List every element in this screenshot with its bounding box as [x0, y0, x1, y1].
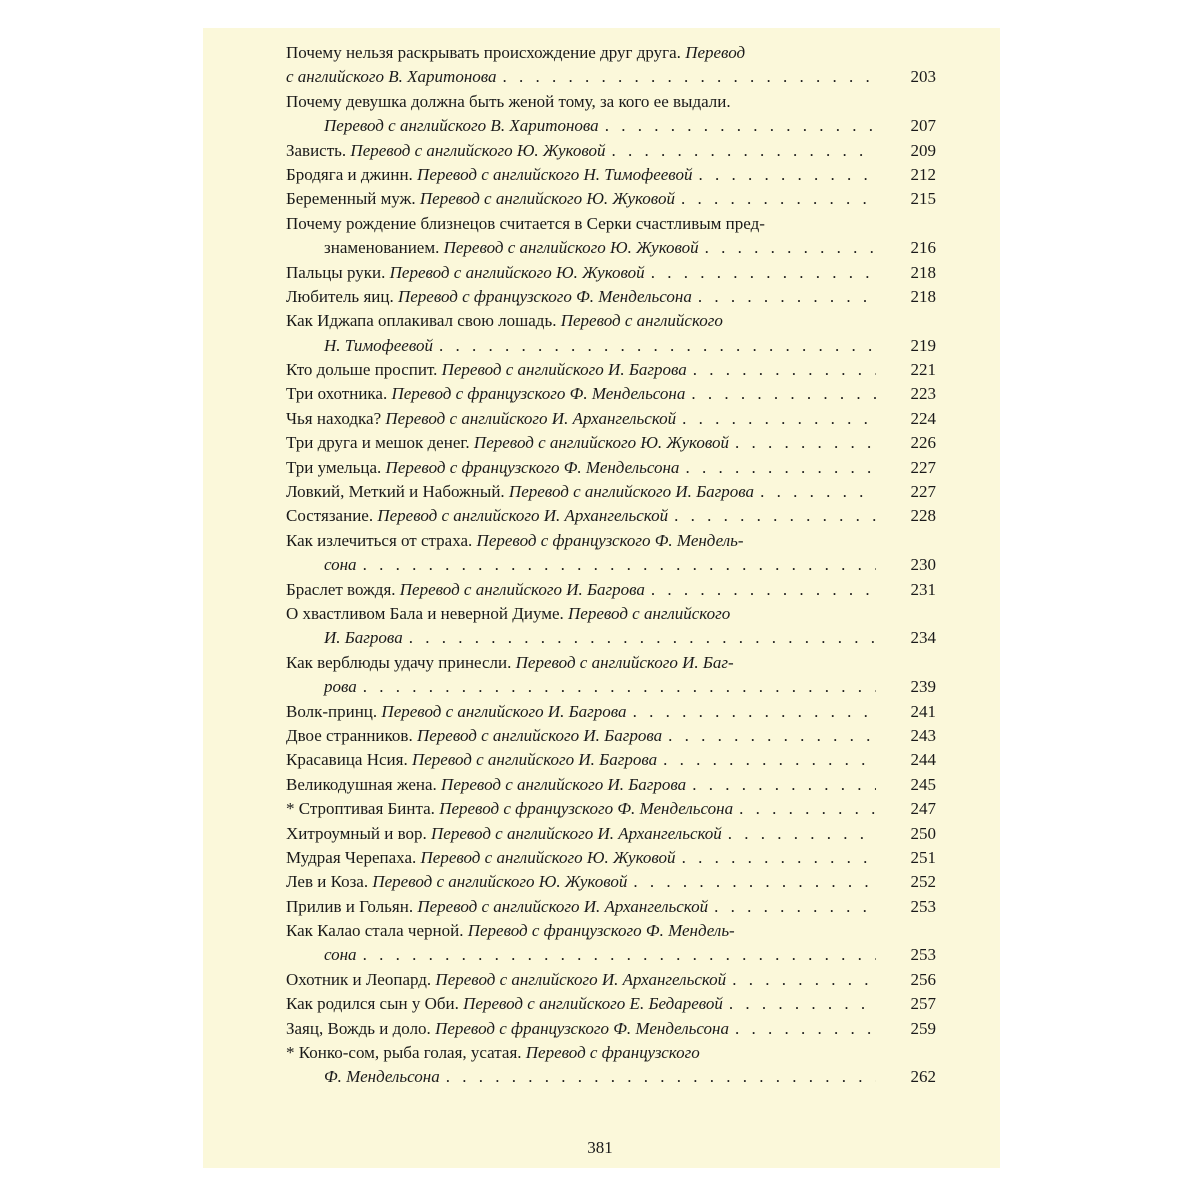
entry-page-number: 223 — [910, 384, 936, 404]
toc-entry-line — [286, 382, 936, 406]
toc-entry — [286, 822, 936, 846]
toc-entry — [286, 529, 936, 578]
entry-text — [286, 626, 403, 650]
dot-leader — [605, 114, 876, 138]
dot-leader — [691, 382, 876, 406]
entry-page-number: 219 — [910, 335, 936, 355]
toc-entry-line — [286, 651, 936, 675]
entry-translator: Перевод с английского И. Багрова — [416, 725, 663, 745]
toc-entry-line — [286, 236, 936, 260]
entry-translator: Перевод с английского — [560, 311, 723, 331]
entry-title: Три друга и мешок денег. — [286, 433, 470, 453]
entry-text — [286, 139, 605, 163]
entry-translator: Перевод с французского Ф. Мендельсона — [397, 286, 692, 306]
toc-entry — [286, 285, 936, 309]
toc-entry — [286, 382, 936, 406]
toc-entry-line — [286, 431, 936, 455]
toc-entry-line — [286, 139, 936, 163]
dot-leader — [698, 285, 876, 309]
entry-page-number: 226 — [910, 433, 936, 453]
entry-title: Три охотника. — [286, 384, 388, 404]
dot-leader — [692, 773, 876, 797]
entry-title: Ловкий, Меткий и Набожный. — [286, 482, 505, 502]
entry-text — [286, 578, 645, 602]
entry-page-number: 230 — [910, 555, 936, 575]
entry-title: Любитель яиц. — [286, 286, 394, 306]
entry-text — [286, 382, 685, 406]
entry-translator: рова — [324, 677, 357, 697]
dot-leader — [611, 139, 876, 163]
entry-text — [286, 943, 357, 967]
entry-text — [286, 700, 627, 724]
entry-text — [286, 65, 497, 89]
entry-title: Как родился сын у Оби. — [286, 994, 459, 1014]
toc-entry — [286, 90, 936, 139]
entry-translator: Н. Тимофеевой — [324, 335, 433, 355]
entry-page-number: 251 — [910, 847, 936, 867]
entry-page-number: 259 — [910, 1018, 936, 1038]
entry-text — [286, 285, 692, 309]
entry-title: Как излечиться от страха. — [286, 530, 473, 550]
toc-entry-line — [286, 504, 936, 528]
toc-entry — [286, 846, 936, 870]
entry-title: Почему нельзя раскрывать происхождение друг друга. — [286, 43, 681, 62]
entry-text — [286, 748, 657, 772]
entry-text — [286, 236, 699, 260]
toc-entry-line — [286, 358, 936, 382]
entry-text — [286, 529, 744, 553]
dot-leader — [446, 1065, 876, 1089]
toc-entry-line — [286, 163, 936, 187]
entry-text — [286, 407, 676, 431]
entry-title: Охотник и Леопард. — [286, 969, 432, 989]
entry-title: * Строптивая Бинта. — [286, 799, 435, 819]
entry-text — [286, 1017, 729, 1041]
toc-entry-line — [286, 553, 936, 577]
toc-entry-line — [286, 602, 936, 626]
toc-entry — [286, 261, 936, 285]
entry-text — [286, 187, 675, 211]
toc-entry — [286, 797, 936, 821]
entry-translator: Перевод с французского Ф. Мендель- — [467, 921, 735, 941]
toc-entry — [286, 773, 936, 797]
toc-entry — [286, 163, 936, 187]
toc-entry-line — [286, 675, 936, 699]
entry-title: Как Калао стала черной. — [286, 921, 464, 941]
entry-translator: Перевод с английского И. Багрова — [441, 774, 687, 794]
entry-page-number: 253 — [910, 896, 936, 916]
toc-entry-line — [286, 41, 936, 65]
toc-entry — [286, 41, 936, 90]
toc-entry-line — [286, 1017, 936, 1041]
toc-entry — [286, 431, 936, 455]
entry-translator: Перевод с французского Ф. Мендельсона — [391, 384, 686, 404]
entry-page-number: 262 — [910, 1067, 936, 1087]
entry-page-number: 256 — [910, 969, 936, 989]
entry-page-number: 253 — [910, 945, 936, 965]
toc-entry — [286, 309, 936, 358]
toc-entry-line — [286, 846, 936, 870]
entry-translator: Перевод с французского Ф. Мендельсона — [435, 1018, 729, 1038]
entry-page-number: 239 — [910, 677, 936, 697]
toc-entry-line — [286, 1065, 936, 1089]
entry-text — [286, 797, 733, 821]
entry-text — [286, 261, 645, 285]
entry-title: знаменованием. — [324, 238, 440, 258]
toc-entry-line — [286, 212, 936, 236]
entry-title: Состязание. — [286, 506, 374, 526]
toc-entry — [286, 480, 936, 504]
toc-entry-line — [286, 773, 936, 797]
entry-text — [286, 1065, 440, 1089]
entry-translator: Перевод с английского И. Архангельской — [385, 408, 677, 428]
toc-entry-line — [286, 334, 936, 358]
entry-translator: Перевод с английского Ю. Жуковой — [473, 433, 729, 453]
entry-translator: Перевод с французского Ф. Мендельсона — [385, 457, 680, 477]
entry-title: Три умельца. — [286, 457, 382, 477]
entry-page-number: 243 — [910, 725, 936, 745]
entry-text — [286, 602, 730, 626]
entry-translator: Перевод с английского И. Багрова — [508, 482, 755, 502]
dot-leader — [729, 992, 876, 1016]
entry-translator: Перевод с английского И. Архангельской — [435, 969, 727, 989]
dot-leader — [714, 895, 876, 919]
entry-translator: Перевод с английского — [568, 603, 731, 623]
entry-translator: Перевод с английского В. Харитонова — [324, 116, 599, 136]
entry-title: Прилив и Гольян. — [286, 896, 414, 916]
toc-entry — [286, 1017, 936, 1041]
entry-page-number: 221 — [910, 360, 936, 380]
entry-text — [286, 114, 599, 138]
entry-text — [286, 553, 357, 577]
entry-page-number: 247 — [910, 799, 936, 819]
toc-entry-line — [286, 114, 936, 138]
toc-entry-line — [286, 480, 936, 504]
toc-entry-line — [286, 1041, 936, 1065]
dot-leader — [698, 163, 876, 187]
dot-leader — [674, 504, 876, 528]
toc-entry-line — [286, 797, 936, 821]
dot-leader — [503, 65, 876, 89]
toc-entry — [286, 895, 936, 919]
entry-title: Лев и Коза. — [286, 872, 369, 892]
entry-title: Как верблюды удачу принесли. — [286, 652, 512, 672]
entry-title: Зависть. — [286, 140, 347, 160]
entry-title: Беременный муж. — [286, 189, 416, 209]
entry-text — [286, 822, 722, 846]
dot-leader — [735, 431, 876, 455]
entry-page-number: 209 — [910, 140, 936, 160]
entry-translator: Перевод с английского И. Багрова — [441, 360, 687, 380]
dot-leader — [663, 748, 876, 772]
toc-entry — [286, 919, 936, 968]
entry-title: Двое странников. — [286, 725, 413, 745]
toc-entry-line — [286, 870, 936, 894]
dot-leader — [685, 456, 876, 480]
entry-page-number: 241 — [910, 701, 936, 721]
entry-title: Хитроумный и вор. — [286, 823, 427, 843]
toc-entry-line — [286, 724, 936, 748]
dot-leader — [668, 724, 876, 748]
entry-translator: Ф. Мендельсона — [324, 1067, 440, 1087]
entry-translator: Перевод с английского И. Архангельской — [417, 896, 709, 916]
entry-page-number: 244 — [910, 750, 936, 770]
toc-entry — [286, 700, 936, 724]
entry-page-number: 215 — [910, 189, 936, 209]
entry-text — [286, 846, 676, 870]
entry-title: Бродяга и джинн. — [286, 164, 413, 184]
entry-title: Браслет вождя. — [286, 579, 396, 599]
entry-translator: Перевод с французского Ф. Мендельсона — [439, 799, 734, 819]
entry-text — [286, 992, 723, 1016]
toc-entry-line — [286, 895, 936, 919]
entry-text — [286, 309, 723, 333]
entry-translator: Перевод с английского И. Архангельской — [431, 823, 722, 843]
entry-page-number: 216 — [910, 238, 936, 258]
toc-entry-line — [286, 578, 936, 602]
toc-entry — [286, 456, 936, 480]
dot-leader — [409, 626, 876, 650]
entry-text — [286, 651, 734, 675]
toc-entry — [286, 407, 936, 431]
toc-entry — [286, 504, 936, 528]
entry-title: Пальцы руки. — [286, 262, 386, 282]
dot-leader — [633, 700, 876, 724]
entry-text — [286, 163, 692, 187]
dot-leader — [735, 1017, 876, 1041]
entry-text — [286, 870, 627, 894]
dot-leader — [633, 870, 876, 894]
toc-entry-line — [286, 919, 936, 943]
dot-leader — [732, 968, 876, 992]
entry-text — [286, 504, 668, 528]
entry-text — [286, 212, 765, 236]
toc-entry-line — [286, 407, 936, 431]
toc-entry — [286, 1041, 936, 1090]
toc-entry — [286, 870, 936, 894]
entry-title: Почему рождение близнецов считается в Серки счастливым пред- — [286, 213, 765, 233]
entry-translator: Перевод с английского Ю. Жуковой — [443, 238, 699, 258]
dot-leader — [363, 943, 876, 967]
entry-translator: Перевод с французского Ф. Мендель- — [476, 530, 744, 550]
entry-title: Кто дольше проспит. — [286, 360, 438, 380]
entry-page-number: 257 — [910, 994, 936, 1014]
entry-translator: Перевод с английского Ю. Жуковой — [350, 140, 606, 160]
toc-entry-line — [286, 261, 936, 285]
entry-text — [286, 90, 731, 114]
entry-text — [286, 431, 729, 455]
entry-page-number: 203 — [910, 67, 936, 87]
entry-page-number: 207 — [910, 116, 936, 136]
entry-translator: Перевод с английского Ю. Жуковой — [420, 847, 676, 867]
toc-entry-line — [286, 285, 936, 309]
toc-entry — [286, 992, 936, 1016]
entry-translator: Перевод с английского Е. Бедаревой — [463, 994, 723, 1014]
entry-text — [286, 919, 735, 943]
entry-translator: И. Багрова — [324, 628, 403, 648]
entry-page-number: 228 — [910, 506, 936, 526]
entry-title: Заяц, Вождь и доло. — [286, 1018, 431, 1038]
entry-page-number: 245 — [910, 774, 936, 794]
entry-title: Чья находка? — [286, 408, 382, 428]
dot-leader — [705, 236, 876, 260]
table-of-contents — [286, 41, 936, 1090]
dot-leader — [693, 358, 876, 382]
entry-translator: Перевод с английского Н. Тимофеевой — [417, 164, 693, 184]
entry-text — [286, 358, 687, 382]
entry-title: Волк-принц. — [286, 701, 378, 721]
entry-page-number: 227 — [910, 457, 936, 477]
entry-title: Мудрая Черепаха. — [286, 847, 417, 867]
entry-translator: Перевод с английского Ю. Жуковой — [389, 262, 645, 282]
entry-translator: Перевод с французского — [525, 1043, 700, 1063]
entry-page-number: 252 — [910, 872, 936, 892]
toc-entry-line — [286, 748, 936, 772]
toc-entry-line — [286, 309, 936, 333]
entry-page-number: 218 — [910, 262, 936, 282]
toc-entry-line — [286, 700, 936, 724]
entry-text — [286, 968, 726, 992]
entry-translator: Перевод с английского Ю. Жуковой — [372, 872, 628, 892]
toc-entry — [286, 724, 936, 748]
toc-entry — [286, 578, 936, 602]
entry-page-number: 227 — [910, 482, 936, 502]
toc-entry-line — [286, 187, 936, 211]
entry-page-number: 212 — [910, 164, 936, 184]
entry-translator: Перевод — [685, 43, 746, 62]
entry-translator: с английского В. Харитонова — [286, 67, 497, 87]
toc-entry — [286, 748, 936, 772]
toc-entry-line — [286, 90, 936, 114]
entry-page-number: 250 — [910, 823, 936, 843]
toc-entry — [286, 651, 936, 700]
dot-leader — [739, 797, 876, 821]
dot-leader — [651, 261, 876, 285]
entry-translator: Перевод с английского И. Багрова — [411, 750, 658, 770]
dot-leader — [728, 822, 876, 846]
toc-entry — [286, 968, 936, 992]
entry-title: Красавица Нсия. — [286, 750, 408, 770]
dot-leader — [363, 675, 876, 699]
toc-entry-line — [286, 968, 936, 992]
toc-entry — [286, 139, 936, 163]
page-number: 381 — [587, 1138, 613, 1157]
toc-entry — [286, 212, 936, 261]
entry-text — [286, 334, 433, 358]
dot-leader — [681, 187, 876, 211]
entry-text — [286, 724, 662, 748]
entry-translator: сона — [324, 945, 357, 965]
entry-text — [286, 773, 686, 797]
toc-entry-line — [286, 626, 936, 650]
entry-page-number: 224 — [910, 408, 936, 428]
dot-leader — [682, 846, 876, 870]
entry-translator: сона — [324, 555, 357, 575]
toc-entry-line — [286, 456, 936, 480]
entry-text — [286, 675, 357, 699]
toc-entry-line — [286, 529, 936, 553]
entry-title: Как Иджапа оплакивал свою лошадь. — [286, 311, 557, 331]
dot-leader — [682, 407, 876, 431]
entry-title: Великодушная жена. — [286, 774, 437, 794]
entry-text — [286, 895, 708, 919]
entry-translator: Перевод с английского И. Багрова — [399, 579, 645, 599]
entry-page-number: 231 — [910, 579, 936, 599]
toc-entry-line — [286, 822, 936, 846]
toc-entry — [286, 602, 936, 651]
entry-title: * Конко-сом, рыба голая, усатая. — [286, 1043, 522, 1063]
entry-text — [286, 456, 679, 480]
entry-text — [286, 1041, 700, 1065]
toc-entry-line — [286, 992, 936, 1016]
entry-translator: Перевод с английского И. Багрова — [381, 701, 627, 721]
entry-text — [286, 480, 754, 504]
dot-leader — [760, 480, 876, 504]
dot-leader — [363, 553, 876, 577]
entry-translator: Перевод с английского Ю. Жуковой — [419, 189, 675, 209]
entry-text — [286, 41, 745, 65]
entry-translator: Перевод с английского И. Баг- — [515, 652, 734, 672]
dot-leader — [651, 578, 876, 602]
toc-entry-line — [286, 65, 936, 89]
entry-page-number: 218 — [910, 286, 936, 306]
entry-translator: Перевод с английского И. Архангельской — [377, 506, 669, 526]
entry-page-number: 234 — [910, 628, 936, 648]
entry-title: Почему девушка должна быть женой тому, за кого ее выдали. — [286, 91, 731, 111]
entry-title: О хвастливом Бала и неверной Диуме. — [286, 603, 564, 623]
dot-leader — [439, 334, 876, 358]
toc-entry-line — [286, 943, 936, 967]
toc-entry — [286, 358, 936, 382]
toc-entry — [286, 187, 936, 211]
